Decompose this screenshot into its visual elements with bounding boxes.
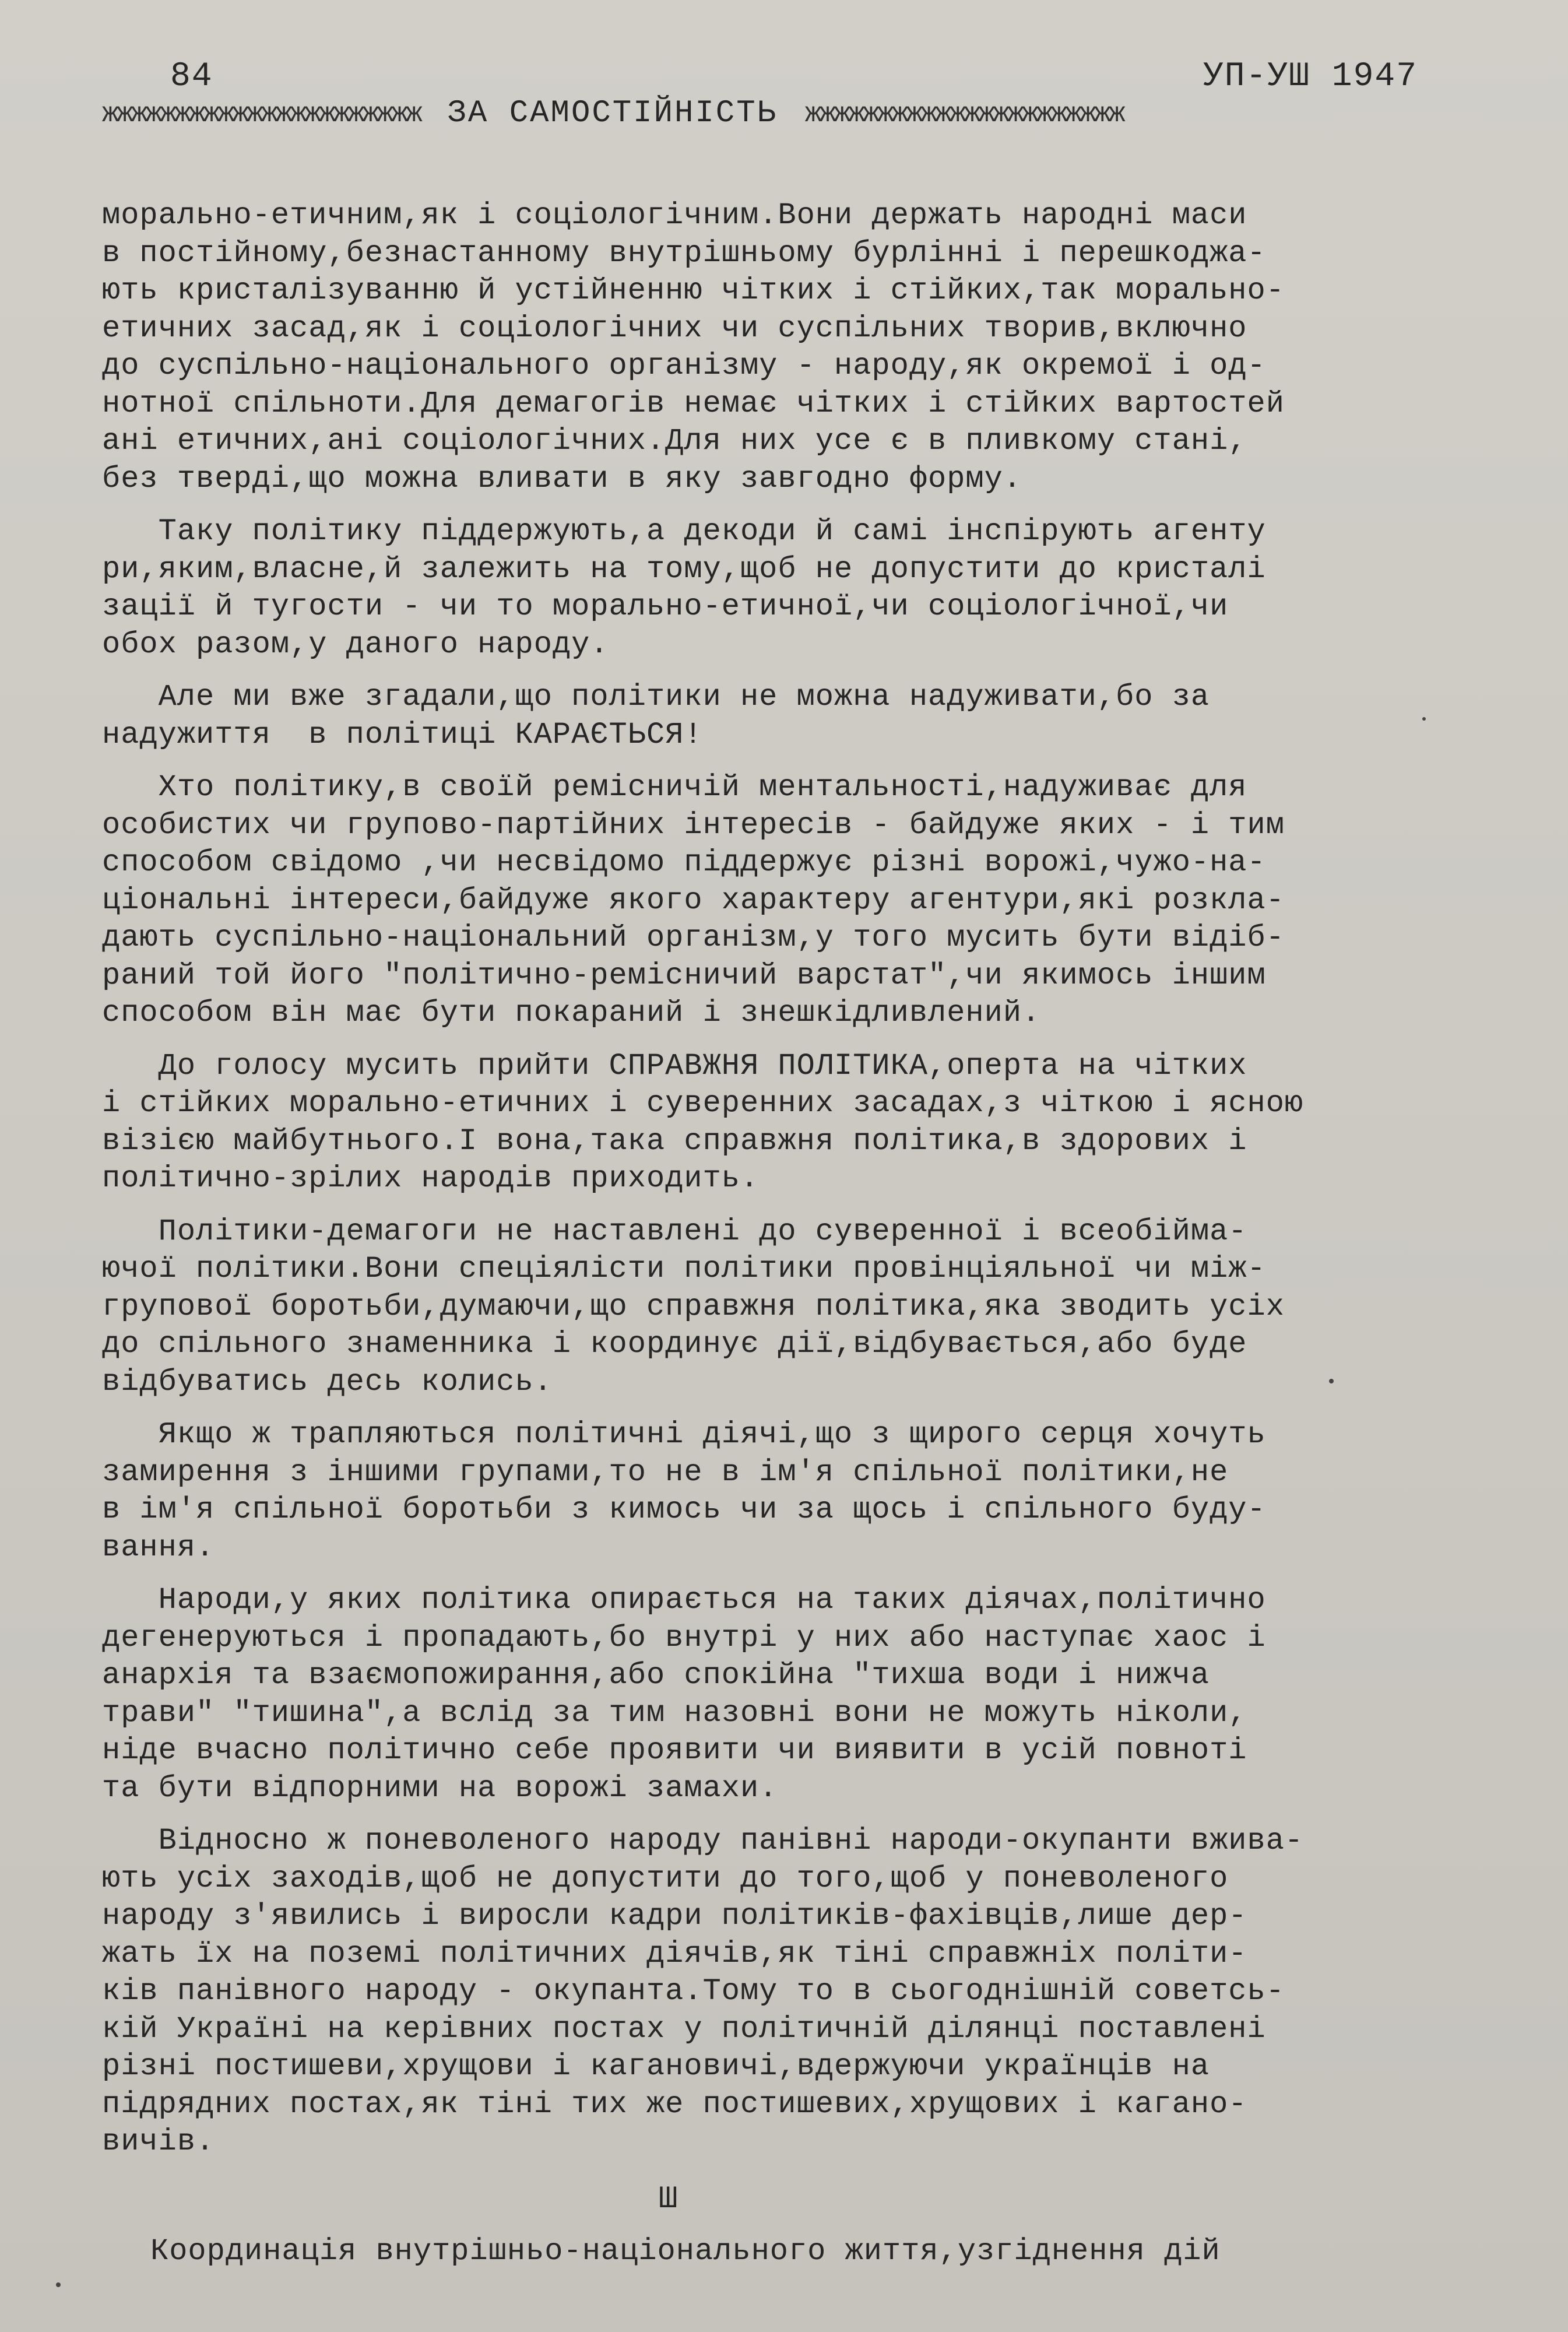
text-line: в постійному,безнастанному внутрішньому бурлінні і перешкоджа- xyxy=(102,236,1266,271)
text-line: анархія та взаємопожирання,або спокійна "тихша води і нижча xyxy=(102,1658,1210,1692)
paragraph xyxy=(102,1213,1501,1402)
paper-speck xyxy=(1422,717,1426,721)
text-line: політично-зрілих народів приходить. xyxy=(102,1161,760,1196)
text-line: дають суспільно-національний організм,у того мусить бути відіб- xyxy=(102,921,1285,955)
text-line: вання. xyxy=(102,1530,215,1565)
paragraph-gap xyxy=(102,498,1501,513)
text-line: ють усіх заходів,щоб не допустити до того,щоб у поневоленого xyxy=(102,1861,1229,1896)
paragraph-gap xyxy=(102,663,1501,679)
banner-ornament-right: жжжжжжжжжжжжжжжжжжжжжж xyxy=(804,99,1123,130)
text-line: зації й тугости - чи то морально-етичної,чи соціологічної,чи xyxy=(102,589,1229,624)
text-line: різні постишеви,хрущови і кагановичі,вдержуючи українців на xyxy=(102,2049,1210,2084)
text-line: раний той його "політично-ремісничий варстат",чи якимось іншим xyxy=(102,958,1266,993)
text-line: морально-етичним,як і соціологічним.Вони держать народні маси xyxy=(102,198,1247,233)
text-line: нотної спільноти.Для демагогів немає чітких і стійких вартостей xyxy=(102,386,1285,421)
text-line: Хто політику,в своїй ремісничій ментальності,надуживає для xyxy=(102,770,1247,805)
paragraph xyxy=(102,513,1501,663)
text-line: ри,яким,власне,й залежить на тому,щоб не допустити до кристалі xyxy=(102,552,1266,586)
text-line: ючої політики.Вони спеціялісти політики провінціяльної чи між- xyxy=(102,1252,1266,1286)
text-line: Якщо ж трапляються політичні діячі,що з щирого серця хочуть xyxy=(102,1417,1266,1452)
paper-speck xyxy=(56,2282,61,2287)
paragraph-gap xyxy=(102,1401,1501,1416)
text-line: До голосу мусить прийти СПРАВЖНЯ ПОЛІТИКА,оперта на чітких xyxy=(102,1048,1247,1083)
text-line: вичів. xyxy=(102,2124,215,2159)
text-line: Відносно ж поневоленого народу панівні народи-окупанти вжива- xyxy=(102,1824,1304,1858)
paragraph xyxy=(102,769,1501,1032)
text-line: дегенеруються і пропадають,бо внутрі у них або наступає хаос і xyxy=(102,1620,1266,1655)
publication-banner xyxy=(102,93,1466,134)
paragraph-gap xyxy=(102,1807,1501,1822)
page-number: 84 xyxy=(170,58,213,96)
article-body xyxy=(102,197,1501,2161)
text-line: народу з'явились і виросли кадри політиків-фахівців,лише дер- xyxy=(102,1899,1247,1933)
paragraph-gap xyxy=(102,754,1501,769)
text-line: жать їх на поземі політичних діячів,як тіні справжніх політи- xyxy=(102,1936,1247,1971)
text-line: трави" "тишина",а вслід за тим назовні вони не можуть ніколи, xyxy=(102,1695,1247,1730)
text-line: способом свідомо ,чи несвідомо піддержує різні ворожі,чужо-на- xyxy=(102,845,1266,880)
text-line: візією майбутнього.І вона,така справжня політика,в здорових і xyxy=(102,1123,1247,1158)
text-line: кій Україні на керівних постах у політичній ділянці поставлені xyxy=(102,2011,1266,2046)
banner-ornament-left: жжжжжжжжжжжжжжжжжжжжжж xyxy=(102,99,420,130)
publication-title: ЗА САМОСТІЙНІСТЬ xyxy=(447,96,778,131)
text-line: надужиття в політиці КАРАЄТЬСЯ! xyxy=(102,717,703,752)
section-number: Ш xyxy=(659,2182,678,2217)
paragraph-gap xyxy=(102,1032,1501,1048)
paragraph xyxy=(102,1048,1501,1198)
paragraph xyxy=(102,1416,1501,1567)
text-line: ків панівного народу - окупанта.Тому то в сьогоднішній советсь- xyxy=(102,1974,1285,2008)
text-line: Але ми вже згадали,що політики не можна надуживати,бо за xyxy=(102,680,1210,714)
closing-line: Координація внутрішньо-національного життя,узгіднення дій xyxy=(150,2234,1221,2268)
paragraph-gap xyxy=(102,1567,1501,1582)
paragraph-gap xyxy=(102,1198,1501,1213)
text-line: і стійких морально-етичних і суверенних засадах,з чіткою і ясною xyxy=(102,1086,1304,1121)
paragraph xyxy=(102,197,1501,498)
text-line: Таку політику піддержують,а декоди й самі інспірують агенту xyxy=(102,514,1266,549)
text-line: відбуватись десь колись. xyxy=(102,1364,553,1399)
text-line: Народи,у яких політика опирається на таких діячах,політично xyxy=(102,1583,1266,1617)
text-line: ють кристалізуванню й устійненню чітких і стійких,так морально- xyxy=(102,273,1285,308)
text-line: ніде вчасно політично себе проявити чи виявити в усій повноті xyxy=(102,1733,1247,1768)
text-line: етичних засад,як і соціологічних чи суспільних творив,включно xyxy=(102,311,1247,346)
paragraph xyxy=(102,679,1501,754)
text-line: ані етичних,ані соціологічних.Для них усе є в пливкому стані, xyxy=(102,424,1247,458)
text-line: та бути відпорними на ворожі замахи. xyxy=(102,1771,778,1806)
text-line: обох разом,у даного народу. xyxy=(102,627,609,662)
paper-speck xyxy=(1329,1379,1334,1383)
text-line: підрядних постах,як тіні тих же постишевих,хрущових і кагано- xyxy=(102,2087,1247,2122)
paragraph xyxy=(102,1822,1501,2161)
text-line: способом він має бути покараний і знешкідливлений. xyxy=(102,996,1041,1030)
text-line: Політики-демагоги не наставлені до суверенної і всеобійма- xyxy=(102,1214,1247,1249)
text-line: без тверді,що можна вливати в яку завгодно форму. xyxy=(102,461,1022,496)
text-line: до суспільно-національного організму - народу,як окремої і од- xyxy=(102,349,1266,383)
text-line: до спільного знаменника і координує дії,відбувається,або буде xyxy=(102,1327,1247,1361)
paragraph xyxy=(102,1582,1501,1807)
text-line: в ім'я спільної боротьби з кимось чи за щось і спільного буду- xyxy=(102,1492,1266,1527)
text-line: ціональні інтереси,байдуже якого характеру агентури,які розкла- xyxy=(102,883,1285,918)
issue-date: УП-УШ 1947 xyxy=(1203,58,1418,96)
text-line: особистих чи групово-партійних інтересів - байдуже яких - і тим xyxy=(102,807,1285,842)
text-line: замирення з іншими групами,то не в ім'я спільної політики,не xyxy=(102,1455,1229,1490)
text-line: групової боротьби,думаючи,що справжня політика,яка зводить усіх xyxy=(102,1289,1285,1324)
